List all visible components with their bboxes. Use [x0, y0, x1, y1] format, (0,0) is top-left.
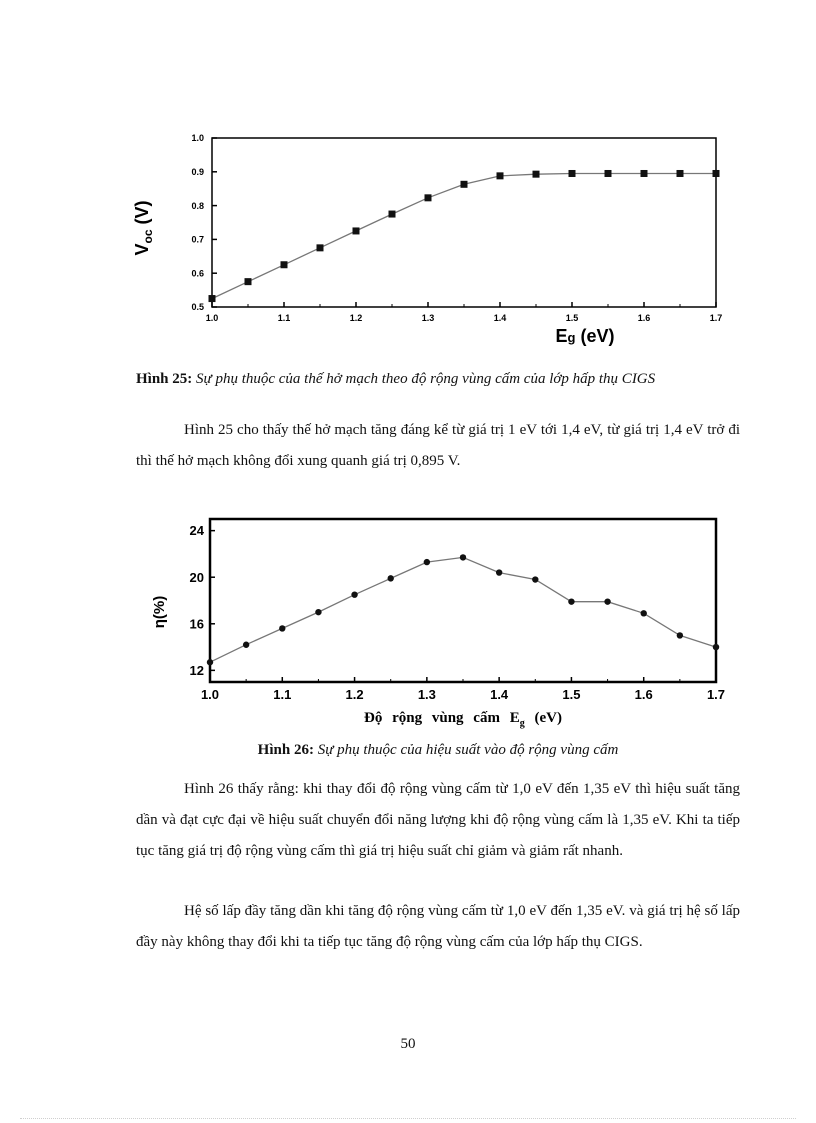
data-point [713, 644, 719, 650]
y-axis-label-part: (V) [132, 200, 152, 230]
data-point [351, 591, 357, 597]
y-axis-label-part: V [132, 243, 152, 256]
data-point [388, 575, 394, 581]
x-axis-label [364, 710, 562, 729]
x-tick-label: 1.3 [417, 687, 436, 702]
series-line [210, 557, 716, 662]
x-tick-label: 1.0 [200, 687, 220, 702]
paragraph-figure-25: Hình 25 cho thấy thế hở mạch tăng đáng kể từ giá trị 1 eV tới 1,4 eV, từ giá trị 1,4 eV trở đi thì thế hở mạch không đổi xung quanh giá trị 0,895 V. [136, 422, 740, 469]
x-axis-label-part: g [567, 330, 576, 345]
data-point [243, 642, 249, 648]
data-point [460, 554, 466, 560]
data-point [568, 598, 574, 604]
x-tick-label: 1.3 [421, 313, 435, 323]
figure-26-caption [136, 736, 740, 764]
data-point [424, 559, 430, 565]
figure-26-text: Sự phụ thuộc của hiệu suất vào độ rộng vùng cấm [317, 742, 619, 758]
x-tick-label: 1.1 [277, 313, 291, 323]
x-tick-label: 1.4 [493, 313, 507, 323]
paragraph-figure-26: Hình 26 thấy rằng: khi thay đổi độ rộng vùng cấm từ 1,0 eV đến 1,35 eV thì hiệu suất tăng dần và đạt cực đại về hiệu suất chuyển đổi năng lượng khi độ rộng vùng cấm là 1,35 eV. Khi ta tiếp tục tăng giá trị độ rộng vùng cấm thì giá trị hiệu suất chỉ giảm và giảm rất nhanh. [136, 781, 740, 859]
x-tick-label: 1.1 [273, 687, 292, 702]
y-tick-label: 0.5 [191, 302, 204, 313]
x-axis-label-part: g [519, 718, 525, 729]
y-tick-label: 1.0 [191, 133, 204, 144]
data-point [207, 659, 213, 665]
x-tick-label: 1.0 [205, 313, 219, 323]
y-tick-label: 0.6 [191, 268, 204, 279]
data-point [532, 576, 538, 582]
x-tick-label: 1.6 [634, 687, 653, 702]
x-tick-label: 1.5 [562, 687, 581, 702]
page-footer-divider [20, 1118, 796, 1119]
y-tick-label: 20 [189, 569, 204, 585]
data-point [604, 598, 610, 604]
data-point [677, 632, 683, 638]
y-tick-label: 24 [189, 523, 204, 539]
y-tick-label: 0.7 [191, 234, 204, 245]
y-tick-label: 0.8 [191, 200, 204, 211]
x-tick-label: 1.7 [709, 313, 723, 323]
y-axis-label-part: oc [141, 229, 155, 244]
paragraph-fill-factor: Hệ số lấp đầy tăng dần khi tăng độ rộng vùng cấm từ 1,0 eV đến 1,35 eV. và giá trị hệ số lấp đầy này không thay đổi khi ta tiếp tục tăng độ rộng vùng cấm của lớp hấp thụ CIGS. [136, 903, 740, 950]
y-tick-label: 16 [189, 616, 204, 632]
data-point [279, 625, 285, 631]
data-point [496, 569, 502, 575]
y-tick-label: 12 [189, 662, 204, 678]
data-point [641, 610, 647, 616]
figure-25-text: Sự phụ thuộc của thế hở mạch theo độ rộng vùng cấm của lớp hấp thụ CIGS [196, 371, 656, 387]
x-axis-label-part: Độ rộng vùng cấm E [364, 710, 520, 726]
x-tick-label: 1.7 [706, 687, 726, 702]
figure-26-label: Hình 26: [257, 742, 314, 758]
x-tick-label: 1.4 [490, 687, 509, 702]
page-number: 50 [400, 1036, 416, 1052]
x-tick-label: 1.2 [345, 687, 364, 702]
y-tick-label: 0.9 [191, 166, 204, 177]
x-axis-label-part: (eV) [524, 710, 562, 726]
figure-25-label: Hình 25: [136, 371, 193, 387]
x-tick-label: 1.5 [565, 313, 579, 323]
x-tick-label: 1.2 [349, 313, 363, 323]
x-tick-label: 1.6 [637, 313, 651, 323]
y-axis-label: η(%) [151, 595, 168, 629]
x-axis-label-part: E [555, 326, 568, 346]
plot-frame [210, 519, 716, 682]
data-point [315, 609, 321, 615]
x-axis-label-part: (eV) [575, 326, 615, 346]
